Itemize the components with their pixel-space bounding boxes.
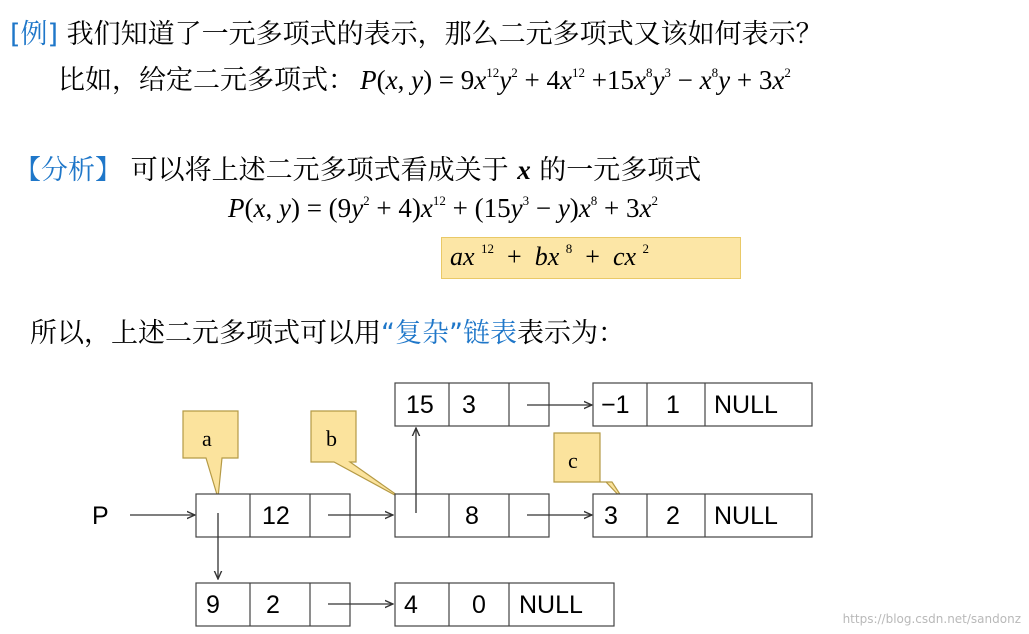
callout-a <box>183 411 238 498</box>
analysis-var: x <box>517 155 531 185</box>
callout-a-label: a <box>202 426 212 451</box>
conclusion-text-before: 所以，上述二元多项式可以用 <box>30 318 381 349</box>
a-list-node-1 <box>196 583 350 626</box>
analysis-text-after: 的一元多项式 <box>539 155 702 186</box>
main-node-a <box>196 494 350 537</box>
callout-c <box>554 433 625 502</box>
formula-grouped: P(x, $y) = (9y^2 + 4)x^{12} + (15y^3 - y)x^8 + 3x^2$ <box>228 193 658 223</box>
b-list-node-1 <box>395 383 549 426</box>
b-list-node-2-exp: 1 <box>666 391 680 419</box>
callout-c-label: c <box>568 448 578 473</box>
question-text: 我们知道了一元多项式的表示，那么二元多项式又该如何表示？ <box>66 19 823 50</box>
watermark: https://blog.csdn.net/sandonz <box>842 612 1021 626</box>
main-node-c <box>593 494 812 537</box>
main-node-c-coef: 3 <box>604 502 618 530</box>
main-node-c-next: NULL <box>714 502 778 530</box>
analysis-tag: 【分析】 <box>14 155 122 186</box>
example-tag: [例] <box>10 19 59 50</box>
b-list-node-1-exp: 3 <box>462 391 476 419</box>
a-list-node-1-coef: 9 <box>206 591 220 619</box>
a-list-node-1-exp: 2 <box>266 591 280 619</box>
main-node-b-exp: 8 <box>465 502 479 530</box>
head-pointer-label: P <box>92 502 109 530</box>
main-node-c-exp: 2 <box>666 502 680 530</box>
b-list-node-2-next: NULL <box>714 391 778 419</box>
main-node-a-exp: 12 <box>262 502 290 530</box>
b-list-node-1-coef: 15 <box>406 391 434 419</box>
formula-original: P(x, $y) = 9x^{12}y^2 + 4x^{12} +15x^8y^3 - x^8y + 3x^2$ <box>360 65 791 95</box>
callout-b <box>311 411 404 500</box>
analysis-text-before: 可以将上述二元多项式看成关于 <box>130 155 509 186</box>
conclusion-quoted: “复杂” <box>381 318 463 349</box>
example-prefix: 比如，给定二元多项式： <box>58 65 355 96</box>
a-list-node-2-next: NULL <box>519 591 583 619</box>
callout-b-label: b <box>326 426 337 451</box>
conclusion-text-after: 表示为： <box>516 318 625 349</box>
formula-abstract: ax $^{12}$ + bx $^8$ + cx $^2$ <box>450 241 650 271</box>
b-list-node-2 <box>593 383 812 426</box>
b-list-node-2-coef: −1 <box>601 391 630 419</box>
main-node-b <box>395 494 549 537</box>
conclusion-list-word: 链表 <box>462 318 517 349</box>
a-list-node-2 <box>395 583 614 626</box>
a-list-node-2-exp: 0 <box>472 591 486 619</box>
a-list-node-2-coef: 4 <box>404 591 418 619</box>
